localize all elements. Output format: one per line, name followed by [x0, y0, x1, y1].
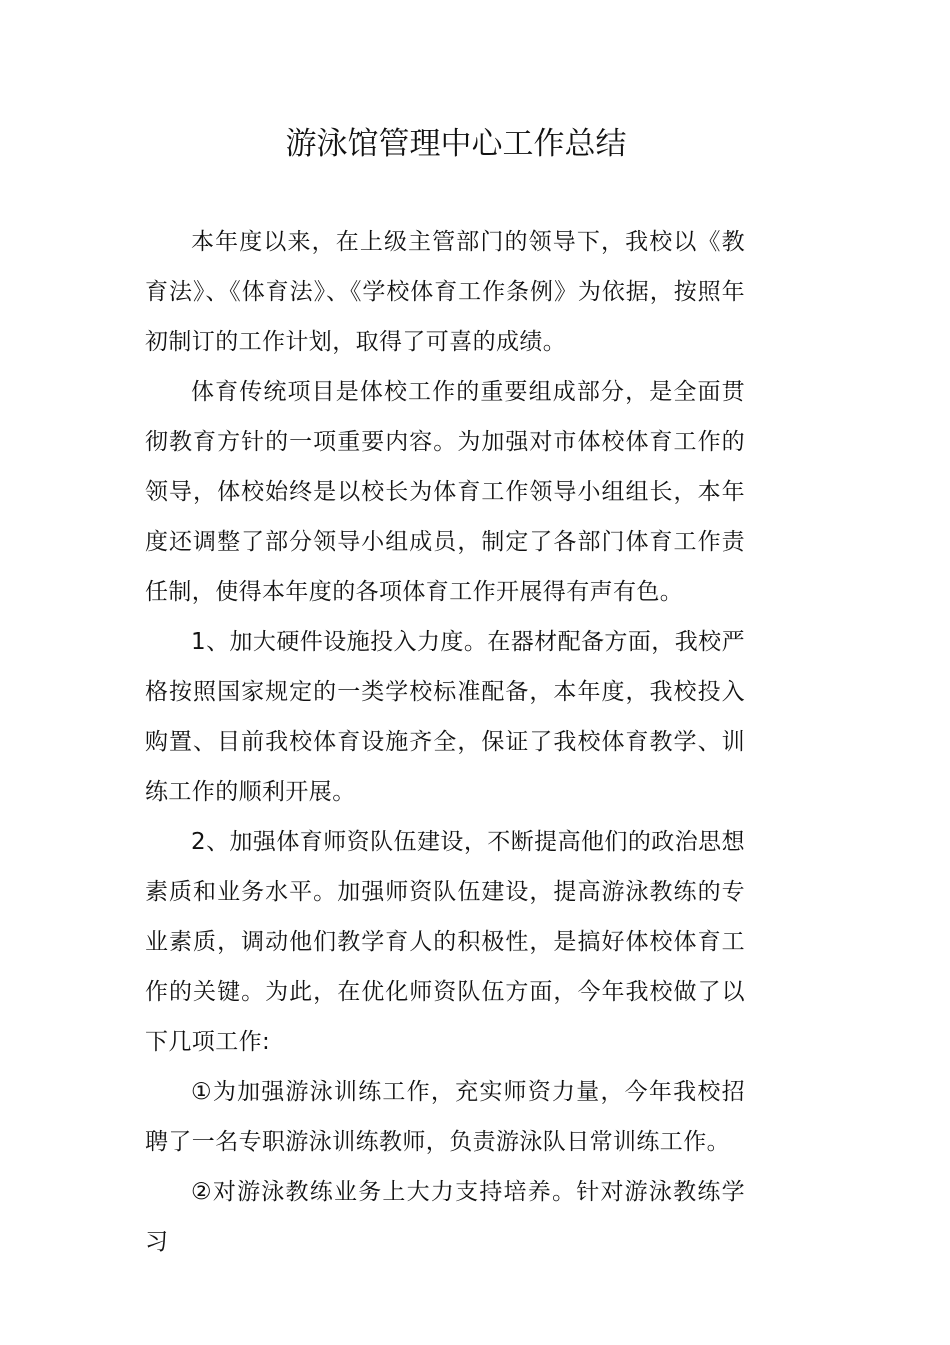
paragraph-subitem-1: ①为加强游泳训练工作，充实师资力量，今年我校招聘了一名专职游泳训练教师，负责游泳队日常训练工作。	[145, 1079, 745, 1155]
document-title: 游泳馆管理中心工作总结	[285, 126, 627, 162]
document-body	[145, 217, 745, 1267]
paragraph-intro: 本年度以来，在上级主管部门的领导下，我校以《教育法》、《体育法》、《学校体育工作条例》为依据，按照年初制订的工作计划，取得了可喜的成绩。	[145, 229, 745, 355]
paragraph-item-2: 2、加强体育师资队伍建设，不断提高他们的政治思想素质和业务水平。加强师资队伍建设，提高游泳教练的专业素质，调动他们教学育人的积极性，是搞好体校体育工作的关键。为此，在优化师资队伍方面，今年我校做了以下几项工作:	[145, 829, 745, 1055]
paragraph-traditional-sports: 体育传统项目是体校工作的重要组成部分，是全面贯彻教育方针的一项重要内容。为加强对市体校体育工作的领导，体校始终是以校长为体育工作领导小组组长，本年度还调整了部分领导小组成员，制定了各部门体育工作责任制，使得本年度的各项体育工作开展得有声有色。	[145, 379, 745, 605]
paragraph-subitem-2: ②对游泳教练业务上大力支持培养。针对游泳教练学习	[145, 1179, 745, 1255]
paragraph-item-1: 1、加大硬件设施投入力度。在器材配备方面，我校严格按照国家规定的一类学校标准配备，本年度，我校投入购置、目前我校体育设施齐全，保证了我校体育教学、训练工作的顺利开展。	[145, 629, 745, 805]
